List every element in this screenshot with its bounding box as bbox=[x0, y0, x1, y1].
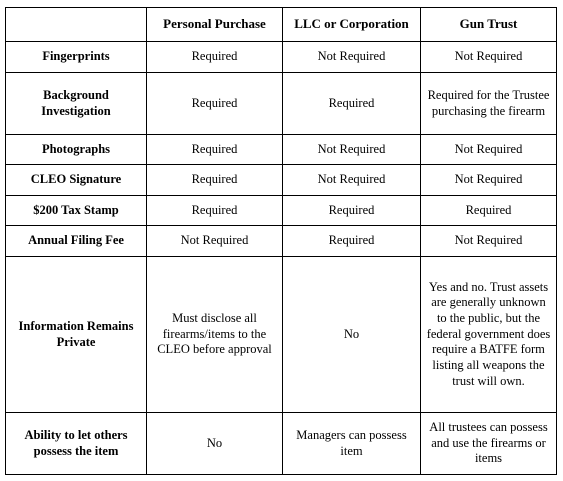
table-cell: All trustees can possess and use the firearms or items bbox=[421, 413, 557, 475]
table-cell: Not Required bbox=[421, 42, 557, 73]
row-label: Background Investigation bbox=[6, 73, 147, 135]
table-row bbox=[6, 135, 557, 165]
table-cell: Required bbox=[147, 165, 283, 196]
table-cell: No bbox=[147, 413, 283, 475]
row-label: $200 Tax Stamp bbox=[6, 196, 147, 226]
corner-header bbox=[6, 8, 147, 42]
table-cell: Required bbox=[147, 135, 283, 165]
table-cell: No bbox=[283, 257, 421, 413]
column-header-personal-purchase: Personal Purchase bbox=[147, 8, 283, 42]
table-row bbox=[6, 165, 557, 196]
table-cell: Required bbox=[283, 196, 421, 226]
row-label: Information Remains Private bbox=[6, 257, 147, 413]
table-cell: Must disclose all firearms/items to the CLEO before approval bbox=[147, 257, 283, 413]
table-cell: Not Required bbox=[283, 42, 421, 73]
table-row bbox=[6, 42, 557, 73]
row-label: Fingerprints bbox=[6, 42, 147, 73]
table-cell: Required for the Trustee purchasing the firearm bbox=[421, 73, 557, 135]
table-cell: Required bbox=[283, 226, 421, 257]
row-label: CLEO Signature bbox=[6, 165, 147, 196]
table-cell: Managers can possess item bbox=[283, 413, 421, 475]
table-cell: Not Required bbox=[283, 135, 421, 165]
row-label: Annual Filing Fee bbox=[6, 226, 147, 257]
column-header-llc-corporation: LLC or Corporation bbox=[283, 8, 421, 42]
table-cell: Required bbox=[147, 196, 283, 226]
row-label: Ability to let others possess the item bbox=[6, 413, 147, 475]
table-row bbox=[6, 196, 557, 226]
table-row bbox=[6, 226, 557, 257]
table-cell: Not Required bbox=[283, 165, 421, 196]
header-row bbox=[6, 8, 557, 42]
table-row bbox=[6, 257, 557, 413]
table-cell: Yes and no. Trust assets are generally unknown to the public, but the federal government does require a BATFE form listing all weapons the trust will own. bbox=[421, 257, 557, 413]
column-header-gun-trust: Gun Trust bbox=[421, 8, 557, 42]
table-cell: Not Required bbox=[421, 165, 557, 196]
table-cell: Required bbox=[147, 42, 283, 73]
table-cell: Required bbox=[147, 73, 283, 135]
table-cell: Required bbox=[421, 196, 557, 226]
table-cell: Not Required bbox=[147, 226, 283, 257]
row-label: Photographs bbox=[6, 135, 147, 165]
table-cell: Not Required bbox=[421, 226, 557, 257]
table-row bbox=[6, 413, 557, 475]
table-cell: Not Required bbox=[421, 135, 557, 165]
table-cell: Required bbox=[283, 73, 421, 135]
table-row bbox=[6, 73, 557, 135]
comparison-table bbox=[5, 7, 557, 475]
